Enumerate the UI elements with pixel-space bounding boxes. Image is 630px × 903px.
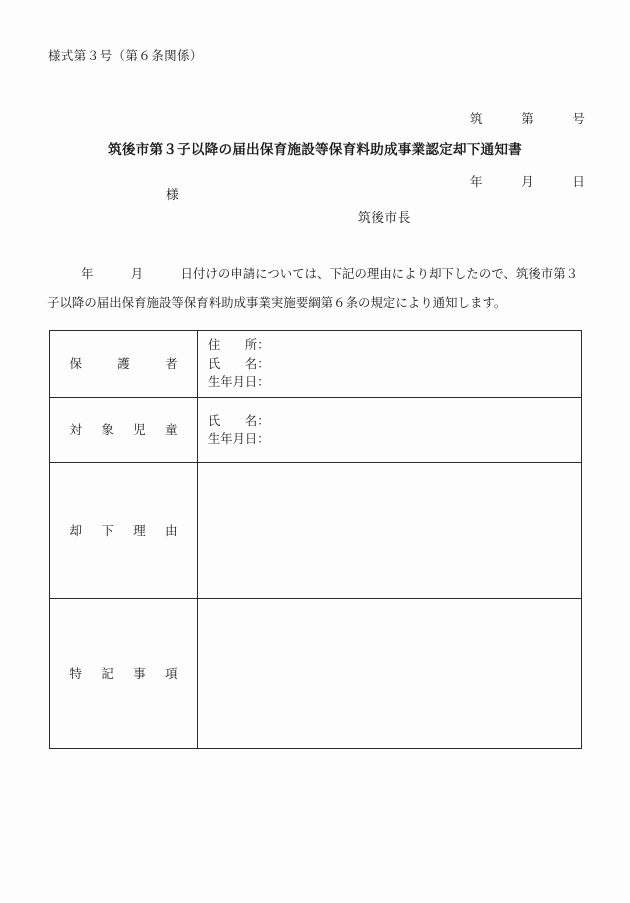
issuer-name: 筑後市長 (358, 211, 411, 226)
row-value-cell[interactable] (198, 331, 582, 398)
field-label-birthdate: 生年月日： (208, 432, 270, 446)
row-label-cell (50, 599, 198, 749)
row-label: 対象児童 (69, 422, 178, 437)
row-label: 却下理由 (69, 522, 178, 538)
body-line-2: の届出保育施設等保育料助成事業実施要綱第６条の規定により通知します。 (84, 295, 507, 310)
row-label-cell (50, 331, 198, 398)
field-list (208, 336, 581, 392)
document-date-line: 年 月 日 (470, 174, 586, 189)
recipient-honorific: 様 (166, 188, 179, 203)
details-table (49, 330, 582, 749)
field-label-birthdate: 生年月日： (208, 375, 270, 390)
row-label-cell (50, 398, 198, 463)
table-row (50, 331, 582, 398)
row-label: 特記事項 (69, 665, 178, 681)
document-number-line: 筑 第 号 (470, 111, 586, 126)
field-label-name: 氏 名： (208, 413, 270, 428)
field-list (208, 412, 581, 449)
table-row (50, 463, 582, 599)
page-title: 筑後市第３子以降の届出保育施設等保育料助成事業認定却下通知書 (108, 142, 522, 158)
table-row (50, 398, 582, 463)
row-value-cell[interactable] (198, 599, 582, 749)
row-label: 保護者 (69, 356, 178, 371)
table-row (50, 599, 582, 749)
body-paragraph (47, 259, 583, 317)
field-label-name: 氏 名： (208, 356, 270, 371)
row-value-cell[interactable] (198, 463, 582, 599)
row-value-cell[interactable] (198, 398, 582, 463)
row-label-cell (50, 463, 198, 599)
form-number: 様式第３号（第６条関係） (48, 48, 203, 63)
body-line-1: 年 月 日付けの申請については、下記の理由により却下したので、筑後市第３子以降 (47, 266, 579, 310)
field-label-address: 住 所： (208, 338, 270, 353)
